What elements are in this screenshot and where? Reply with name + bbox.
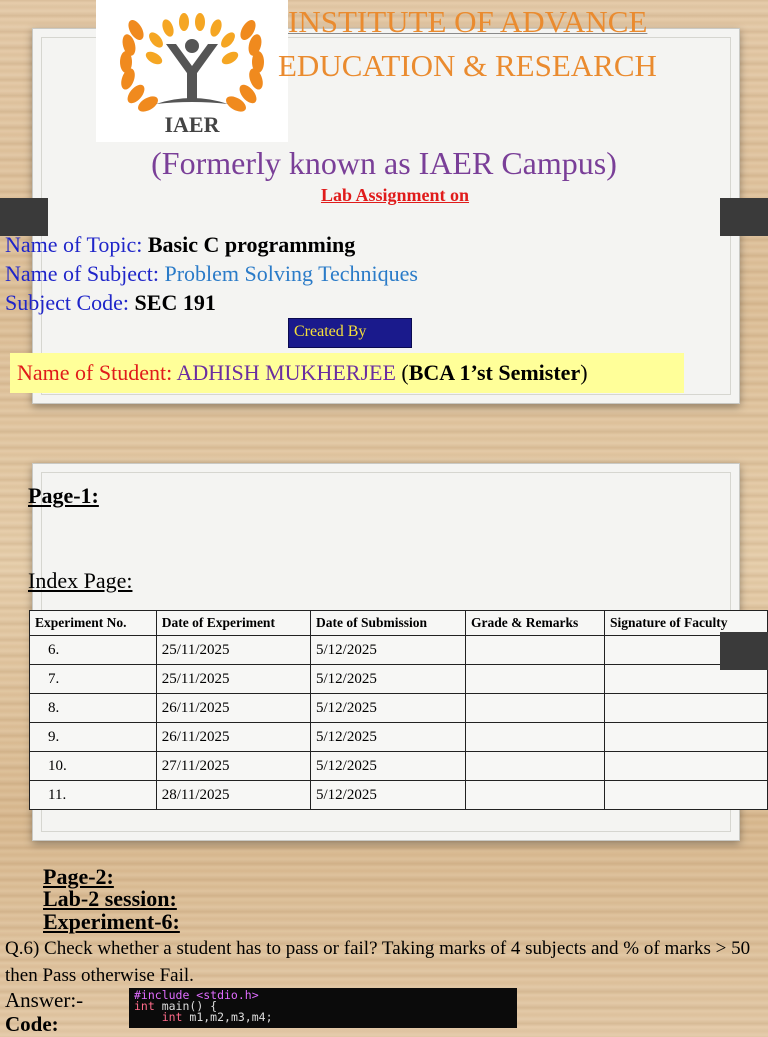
- col-signature-of-faculty: Signature of Faculty: [605, 611, 768, 636]
- code-line-1: #include <stdio.h>: [134, 988, 259, 1002]
- student-name-box: [10, 353, 684, 393]
- subject-code-row: [5, 292, 216, 314]
- code-snippet: [129, 988, 517, 1028]
- code-label: Code:: [5, 1012, 59, 1036]
- iaer-logo: [96, 0, 288, 142]
- subject-code-label: Subject Code:: [5, 290, 130, 315]
- subject-row: [5, 263, 418, 285]
- student-label: Name of Student:: [17, 360, 173, 385]
- answer-label: Answer:-: [5, 988, 84, 1012]
- table-row: [30, 723, 768, 752]
- code-line-3-keyword: int: [161, 1010, 183, 1024]
- student-open-paren: (: [401, 360, 409, 385]
- student-close-paren: ): [580, 360, 588, 385]
- col-grade-remarks: Grade & Remarks: [466, 611, 605, 636]
- cell-signature: [605, 723, 768, 752]
- cell-exp-no: 7.: [30, 665, 157, 694]
- cell-date-exp: 26/11/2025: [156, 694, 310, 723]
- page2-heading: Page-2:: [43, 864, 114, 889]
- code-line-3-rest: m1,m2,m3,m4;: [182, 1010, 273, 1024]
- cell-date-sub: 5/12/2025: [310, 694, 465, 723]
- topic-row: [5, 234, 355, 256]
- cell-date-sub: 5/12/2025: [310, 636, 465, 665]
- cell-date-sub: 5/12/2025: [310, 723, 465, 752]
- cell-grade: [466, 694, 605, 723]
- table-row: [30, 781, 768, 810]
- subject-value: Problem Solving Techniques: [164, 261, 418, 286]
- cell-grade: [466, 723, 605, 752]
- cell-date-exp: 25/11/2025: [156, 665, 310, 694]
- code-line-2-rest: main() {: [154, 999, 218, 1013]
- cell-grade: [466, 781, 605, 810]
- cell-exp-no: 11.: [30, 781, 157, 810]
- lab-assignment-heading: Lab Assignment on: [320, 185, 470, 205]
- cell-date-exp: 26/11/2025: [156, 723, 310, 752]
- table-row: [30, 636, 768, 665]
- table-row: [30, 752, 768, 781]
- col-experiment-no: Experiment No.: [30, 611, 157, 636]
- cell-grade: [466, 665, 605, 694]
- created-by-box: Created By: [288, 318, 412, 348]
- cell-date-exp: 28/11/2025: [156, 781, 310, 810]
- subject-label: Name of Subject:: [5, 261, 159, 286]
- student-name: ADHISH MUKHERJEE: [176, 360, 396, 385]
- cell-signature: [605, 752, 768, 781]
- cell-grade: [466, 636, 605, 665]
- question-text: Q.6) Check whether a student has to pass or fail? Taking marks of 4 subjects and % of marks > 50 then Pass otherwise Fail.: [5, 938, 751, 986]
- cell-exp-no: 8.: [30, 694, 157, 723]
- laurel-tree-logo-icon: [96, 0, 288, 142]
- subject-code-value: SEC 191: [134, 290, 216, 315]
- index-table: [29, 610, 768, 810]
- cell-grade: [466, 752, 605, 781]
- code-line-2-keyword: int: [134, 999, 155, 1013]
- edge-tab-right-lower: [720, 632, 768, 670]
- topic-label: Name of Topic:: [5, 232, 143, 257]
- student-course: BCA 1’st Semister: [408, 360, 581, 385]
- cell-date-sub: 5/12/2025: [310, 665, 465, 694]
- cell-date-sub: 5/12/2025: [310, 781, 465, 810]
- cell-date-exp: 25/11/2025: [156, 636, 310, 665]
- logo-text: IAER: [164, 112, 220, 137]
- topic-value: Basic C programming: [147, 232, 356, 257]
- cell-exp-no: 9.: [30, 723, 157, 752]
- index-page-title: Index Page:: [28, 568, 133, 593]
- lab-session-heading: Lab-2 session:: [43, 886, 177, 911]
- index-table-header: [30, 611, 768, 636]
- table-row: [30, 694, 768, 723]
- cell-signature: [605, 781, 768, 810]
- cell-date-exp: 27/11/2025: [156, 752, 310, 781]
- cell-exp-no: 10.: [30, 752, 157, 781]
- col-date-of-experiment: Date of Experiment: [156, 611, 310, 636]
- experiment-heading: Experiment-6:: [43, 909, 180, 934]
- col-date-of-submission: Date of Submission: [310, 611, 465, 636]
- page1-heading: Page-1:: [28, 483, 99, 508]
- table-row: [30, 665, 768, 694]
- formerly-known-as: (Formerly known as IAER Campus): [151, 145, 617, 181]
- institute-name-line1: INSTITUTE OF ADVANCE: [288, 4, 648, 39]
- institute-name-line2: EDUCATION & RESEARCH: [278, 48, 657, 83]
- cell-date-sub: 5/12/2025: [310, 752, 465, 781]
- cell-exp-no: 6.: [30, 636, 157, 665]
- cell-signature: [605, 694, 768, 723]
